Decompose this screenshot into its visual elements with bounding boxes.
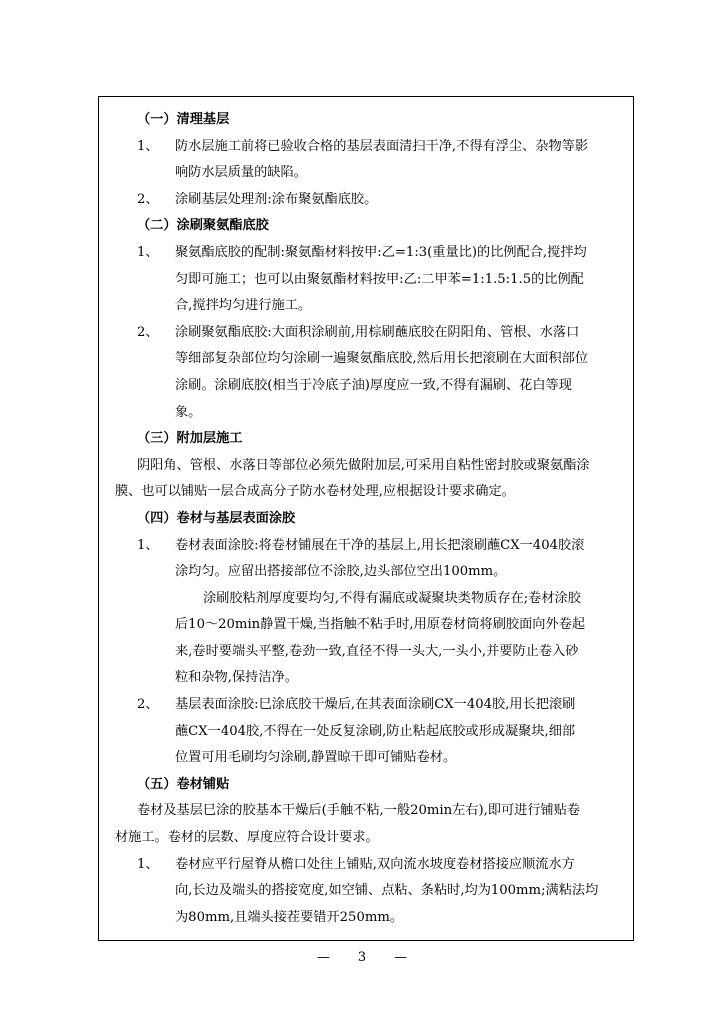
section-heading: （二）涂刷聚氨酯底胶	[137, 218, 269, 234]
paragraph-line: 阴阳角、管根、水落日等部位必须先做附加层,可采用自粘性密封胶或聚氨酯涂	[137, 457, 590, 473]
list-item-continuation: 涂刷。涂刷底胶(相当于冷底子油)厚度应一致,不得有漏刷、花白等现	[175, 377, 572, 393]
list-item-continuation: 向,长边及端头的搭接宽度,如空铺、点粘、条粘时,均为100mm;满粘法均	[175, 883, 599, 899]
list-item-continuation: 合,搅拌均匀进行施工。	[175, 298, 312, 314]
list-item-continuation: 响防水层质量的缺陷。	[175, 165, 307, 181]
list-item-continuation: 后10～20min静置干燥,当指触不粘手时,用原卷材筒将刷胶面向外卷起	[175, 617, 586, 633]
footer-dash-left: —	[316, 950, 330, 965]
list-item: 2、 涂刷基层处理剂:涂布聚氨酯底胶。	[137, 191, 378, 207]
section-heading: （四）卷材与基层表面涂胶	[137, 510, 296, 526]
paragraph-line: 材施工。卷材的层数、厚度应符合设计要求。	[115, 830, 379, 846]
list-item-continuation: 蘸CX一404胶,不得在一处反复涂刷,防止粘起底胶或形成凝聚块,细部	[175, 723, 576, 739]
section-heading: （五）卷材铺贴	[137, 776, 230, 792]
list-item: 1、 卷材表面涂胶:将卷材铺展在干净的基层上,用长把滚刷蘸CX一404胶滚	[137, 537, 585, 553]
document-body	[115, 107, 625, 931]
footer-dash-right: —	[394, 950, 408, 965]
list-item: 2、 涂刷聚氨酯底胶:大面积涂刷前,用棕刷蘸底胶在阴阳角、管根、水落口	[137, 324, 580, 340]
list-item-continuation: 为80mm,且端头接茬要错开250mm。	[175, 909, 404, 925]
section-heading: （一）清理基层	[137, 112, 230, 127]
paragraph-line: 膜、也可以铺贴一层合成高分子防水卷材处理,应根据设计要求确定。	[115, 484, 515, 500]
list-item-continuation: 象。	[175, 404, 202, 420]
section-heading: （三）附加层施工	[137, 431, 243, 447]
paragraph-line: 卷材及基层巳涂的胶基本干燥后(手触不粘,一般20min左右),即可进行铺贴卷	[137, 803, 581, 819]
list-item-continuation: 等细部复杂部位均匀涂刷一遍聚氨酯底胶,然后用长把滚刷在大面积部位	[175, 351, 589, 367]
list-item-continuation: 粒和杂物,保持洁净。	[175, 670, 298, 686]
list-item: 1、 卷材应平行屋脊从檐口处往上铺贴,双向流水坡度卷材搭接应顺流水方	[137, 856, 575, 872]
list-item: 1、 聚氨酯底胶的配制:聚氨酯材料按甲:乙=1:3(重量比)的比例配合,搅拌均	[137, 244, 587, 260]
content-frame	[98, 96, 634, 941]
list-item: 2、 基层表面涂胶:巳涂底胶干燥后,在其表面涂刷CX一404胶,用长把滚刷	[137, 697, 576, 713]
list-item-paragraph: 涂刷胶粘剂厚度要均匀,不得有漏底或凝聚块类物质存在;卷材涂胶	[203, 590, 581, 606]
list-item: 1、 防水层施工前将已验收合格的基层表面清扫干净,不得有浮尘、杂物等影	[137, 138, 589, 154]
page-footer	[0, 950, 724, 965]
list-item-continuation: 匀即可施工；也可以由聚氨酯材料按甲:乙:二甲苯=1:1.5:1.5的比例配	[175, 271, 584, 287]
page-number: 3	[357, 950, 367, 965]
list-item-continuation: 来,卷时要端头平整,卷劲一致,直径不得一头大,一头小,并要防止卷入砂	[175, 643, 579, 659]
list-item-continuation: 位置可用毛刷均匀涂刷,静置晾干即可铺贴卷材。	[175, 750, 457, 766]
list-item-continuation: 涂均匀。应留出搭接部位不涂胶,边头部位空出100mm。	[175, 564, 507, 580]
